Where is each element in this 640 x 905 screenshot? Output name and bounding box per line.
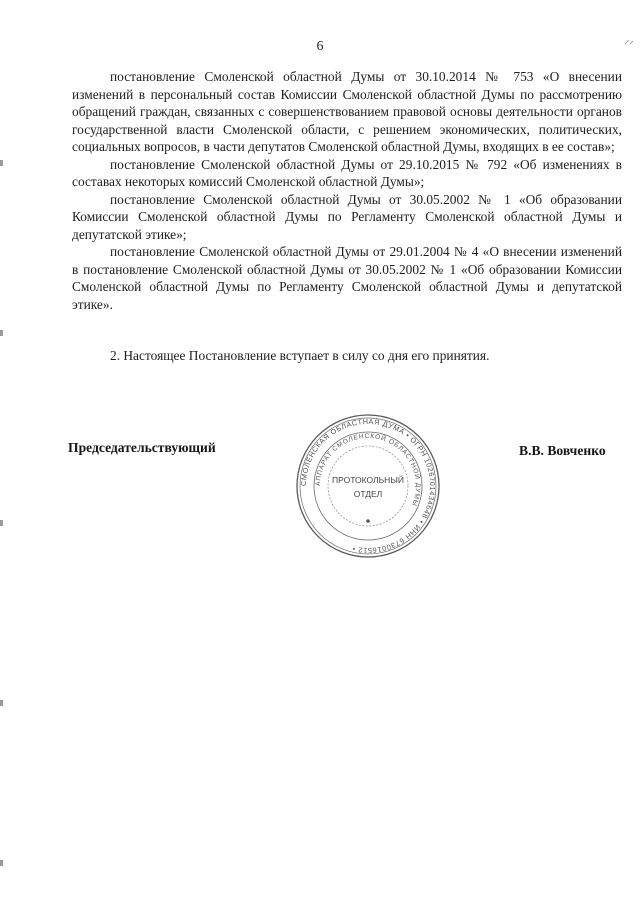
paragraph-resolution-792: постановление Смоленской областной Думы от 29.10.2015 № 792 «Об изменениях в составах некоторых комиссий Смоленской областной Думы»; — [72, 156, 622, 189]
scan-margin-mark — [0, 700, 3, 706]
stamp-center-line1: ПРОТОКОЛЬНЫЙ — [332, 475, 404, 485]
clause-2: 2. Настоящее Постановление вступает в силу со дня его принятия. — [110, 348, 490, 363]
signer-title: Председательствующий — [68, 440, 216, 455]
scan-margin-mark — [0, 330, 3, 336]
official-stamp — [292, 410, 444, 562]
document-body — [72, 68, 622, 365]
stamp-center-line2: ОТДЕЛ — [353, 489, 383, 499]
stamp-inner-text: АППАРАТ СМОЛЕНСКОЙ ОБЛАСТНОЙ ДУМЫ — [314, 432, 422, 508]
paragraph-resolution-4: постановление Смоленской областной Думы от 29.01.2004 № 4 «О внесении изменений в постановление Смоленской областной Думы от 30.05.2002 № 1 «Об образовании Комиссии Смоленской областной Думы по Регламенту Смоленской областной Думы и депутатской этике». — [72, 244, 622, 312]
paragraph-resolution-1: постановление Смоленской областной Думы от 30.05.2002 № 1 «Об образовании Комиссии Смоленской областной Думы по Регламенту Смоленской областной Думы и депутатской этике»; — [72, 191, 622, 242]
stamp-seal — [292, 410, 444, 562]
page-number: 6 — [316, 39, 324, 54]
paragraph-resolution-753: постановление Смоленской областной Думы от 30.10.2014 № 753 «О внесении изменений в персональный состав Комиссии Смоленской областной Думы по рассмотрению обращений граждан, связанных с совершенствованием правовой основы деятельности органов государственной власти Смоленской области, с решением экономических, политических, социальных вопросов, в части депутатов Смоленской областной Думы, входящих в ее состав»; — [72, 69, 622, 154]
scan-margin-mark — [0, 860, 3, 866]
scan-margin-mark — [0, 160, 3, 166]
signer-name: В.В. Вовченко — [519, 443, 606, 458]
scan-corner-mark — [624, 38, 634, 46]
stamp-outer-text: СМОЛЕНСКАЯ ОБЛАСТНАЯ ДУМА • ОГРН 1026701434648 • ИНН 6730016512 • — [298, 416, 438, 556]
scan-margin-mark — [0, 520, 3, 526]
